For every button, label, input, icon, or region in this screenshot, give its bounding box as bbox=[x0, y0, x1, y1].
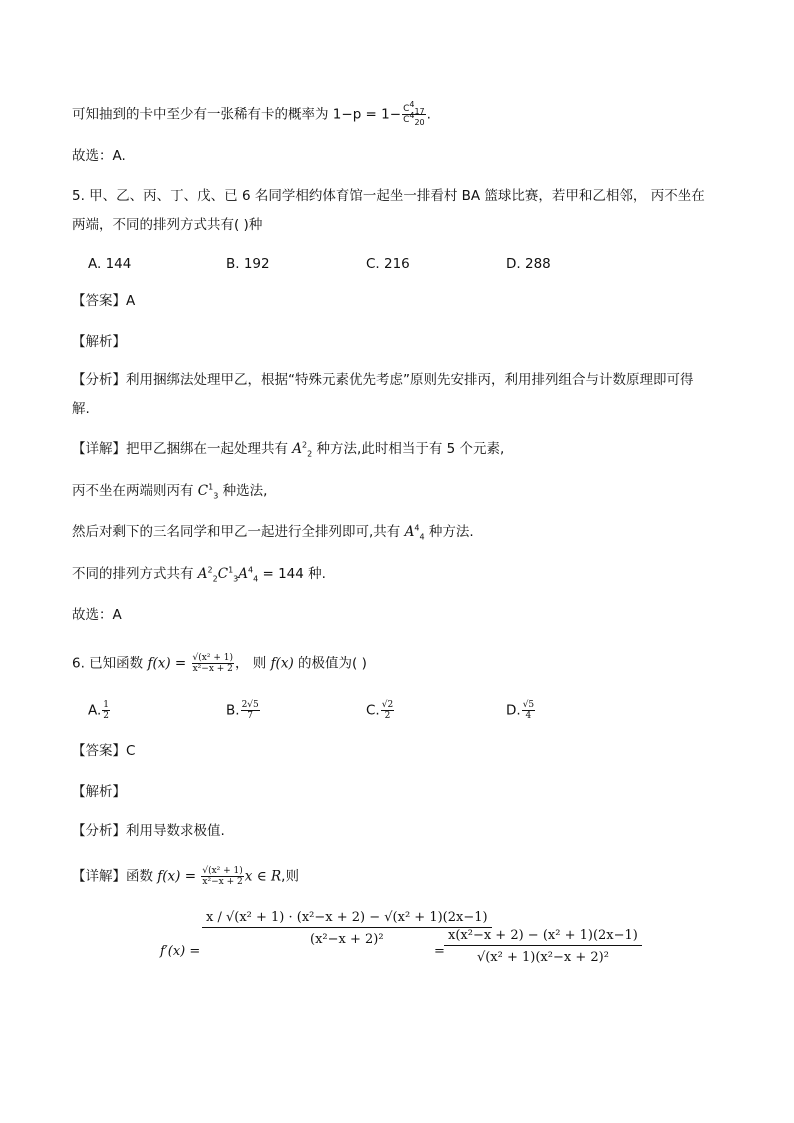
answer-select-4: 故选：A. bbox=[72, 148, 126, 164]
q5-answer: 【答案】A bbox=[72, 293, 136, 309]
derivative-fraction-2: x(x²−x + 2) − (x² + 1)(2x−1) √(x² + 1)(x²−x + 2)² bbox=[444, 928, 642, 965]
question-6-text: 6. 已知函数 f(x) = $\frac{\text{√(x² + 1)}}{\text{x²−x + 2}}$ ， 则 f(x) 的极值为( ) bbox=[72, 653, 367, 674]
q6-detail: 【详解】函数 f(x) = $\frac{\text{√(x² + 1)}}{\text{x²−x + 2}}$ x ∈ R,则 bbox=[72, 866, 299, 887]
text-line-probability: 可知抽到的卡中至少有一张稀有卡的概率为 1−p = 1− $\frac{C^4_{17}}{C^4_{20}}$ . bbox=[72, 100, 431, 127]
q6-analysis-heading: 【解析】 bbox=[72, 784, 126, 800]
q6-option-b: B. $\frac{2√5}{7}$ bbox=[226, 700, 259, 721]
derivative-equals: = bbox=[434, 944, 445, 959]
question-5-text-cont: 两端，不同的排列方式共有( )种 bbox=[72, 217, 263, 233]
q5-detail-1: 【详解】把甲乙捆绑在一起处理共有 $A^2_2$ 种方法,此时相当于有 5 个元素, bbox=[72, 440, 505, 459]
q5-option-b: B. 192 bbox=[226, 256, 270, 272]
q5-option-a: A. 144 bbox=[88, 256, 132, 272]
probability-fraction: $\frac{C^4_{17}}{C^4_{20}}$ bbox=[403, 100, 425, 127]
q6-option-a: A. $\frac{1}{2}$ bbox=[88, 700, 110, 721]
q6-option-c: C. $\frac{√2}{2}$ bbox=[366, 700, 394, 721]
probability-text: 可知抽到的卡中至少有一张稀有卡的概率为 1−p = 1− bbox=[72, 106, 402, 123]
q5-select: 故选：A bbox=[72, 607, 122, 623]
q6-fenxi: 【分析】利用导数求极值. bbox=[72, 823, 225, 839]
q5-detail-2: 丙不坐在两端则丙有 $C^1_3$ 种选法, bbox=[72, 482, 268, 501]
q5-fenxi: 【分析】利用捆绑法处理甲乙，根据“特殊元素优先考虑”原则先安排丙，利用排列组合与计数原理即可得 bbox=[72, 372, 694, 388]
q6-answer: 【答案】C bbox=[72, 743, 136, 759]
question-5-text: 5. 甲、乙、丙、丁、戊、已 6 名同学相约体育馆一起坐一排看村 BA 篮球比赛，若甲和乙相邻， 丙不坐在 bbox=[72, 188, 705, 204]
q5-fenxi-cont: 解. bbox=[72, 401, 90, 417]
derivative-lhs: f′(x) = bbox=[160, 944, 201, 959]
q5-option-c: C. 216 bbox=[366, 256, 410, 272]
derivative-fraction-1: x / √(x² + 1) · (x²−x + 2) − √(x² + 1)(2x−1) (x²−x + 2)² bbox=[202, 910, 492, 947]
q5-detail-3: 然后对剩下的三名同学和甲乙一起进行全排列即可,共有 $A^4_4$ 种方法. bbox=[72, 523, 474, 542]
q6-option-d: D. $\frac{√5}{4}$ bbox=[506, 700, 535, 721]
q5-analysis-heading: 【解析】 bbox=[72, 334, 126, 350]
q5-option-d: D. 288 bbox=[506, 256, 551, 272]
q5-detail-4: 不同的排列方式共有 $A^2_2C^1_3A^4_4 = 144$ 种. bbox=[72, 565, 326, 584]
